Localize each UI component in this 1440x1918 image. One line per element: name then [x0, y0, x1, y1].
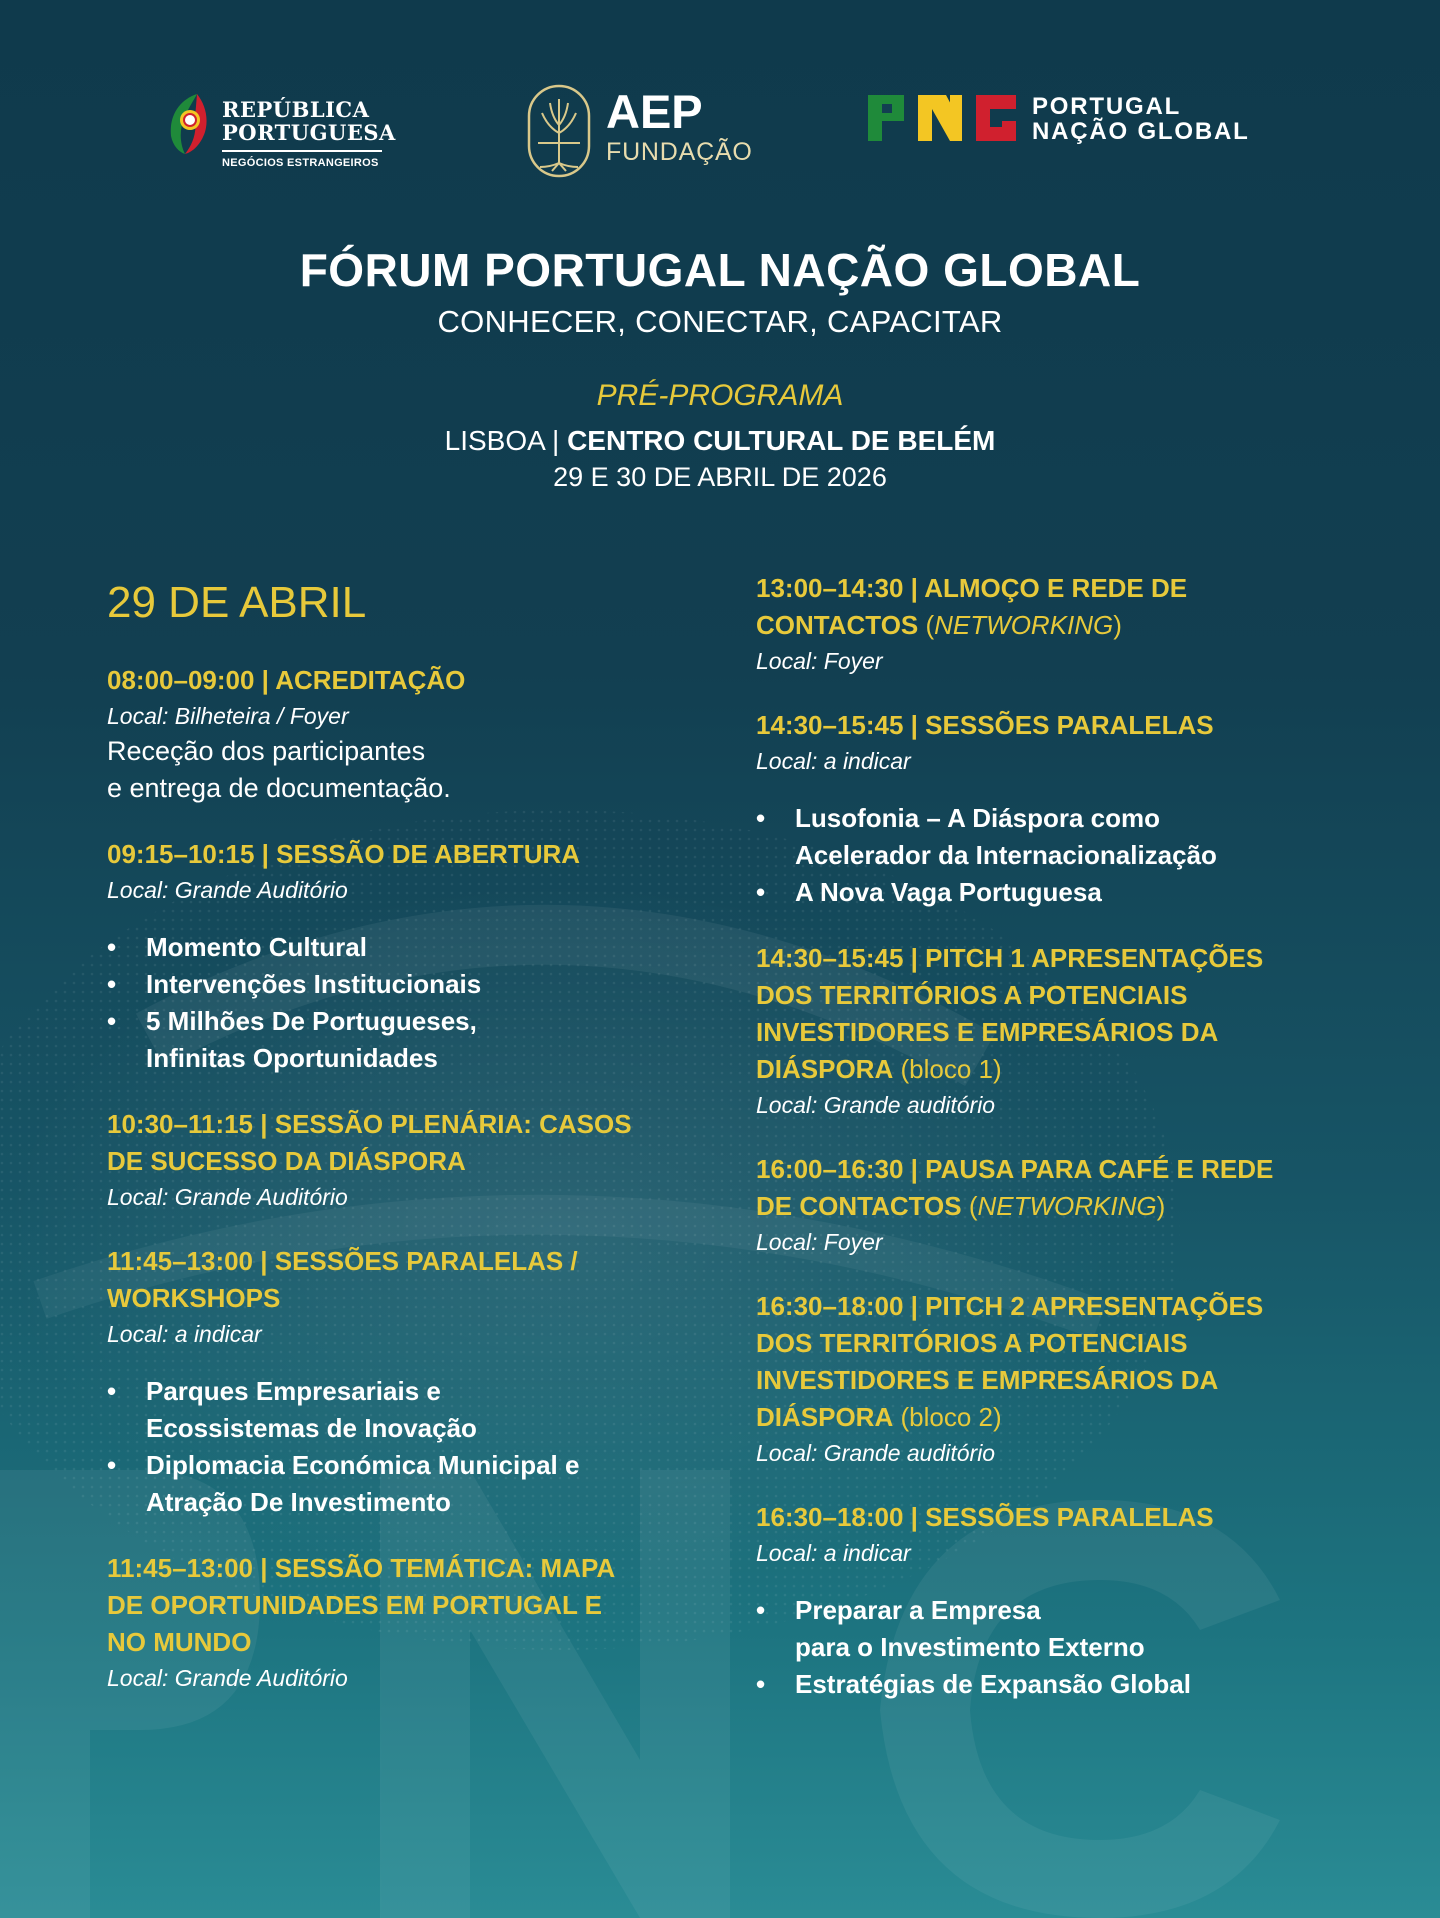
portugal-nacao-global-logo	[868, 95, 1288, 145]
png-mark-icon	[868, 95, 1016, 141]
logo-text-fundacao: FUNDAÇÃO	[606, 138, 753, 166]
session-pausa-cafe	[756, 1151, 1386, 1259]
logo-text-portugal: PORTUGAL	[1032, 93, 1182, 120]
list-item: • Diplomacia Económica Municipal e Atração De Investimento	[107, 1447, 687, 1521]
schedule-left-column	[107, 578, 687, 1724]
logo-divider	[222, 150, 382, 152]
venue-line	[0, 425, 1440, 457]
session-title: 11:45–13:00 | SESSÕES PARALELAS / WORKSHOPS	[107, 1246, 578, 1313]
session-paralelas-workshops	[107, 1243, 687, 1521]
session-title: 16:30–18:00 | SESSÕES PARALELAS	[756, 1502, 1214, 1532]
logo-text-aep: AEP	[606, 85, 703, 138]
session-topics-list	[107, 929, 687, 1077]
session-title: 09:15–10:15 | SESSÃO DE ABERTURA	[107, 839, 581, 869]
preprogram-label: PRÉ-PROGRAMA	[596, 379, 844, 412]
session-abertura	[107, 836, 687, 1077]
event-dates: 29 E 30 DE ABRIL DE 2026	[553, 462, 887, 492]
session-location: Local: Grande Auditório	[107, 1184, 348, 1210]
list-item: • Lusofonia – A Diáspora como Acelerador da Internacionalização	[756, 800, 1386, 874]
list-item: • A Nova Vaga Portuguesa	[756, 874, 1386, 911]
session-plenaria	[107, 1106, 687, 1214]
venue-name: CENTRO CULTURAL DE BELÉM	[567, 425, 996, 456]
venue-city: LISBOA |	[444, 425, 568, 456]
session-title: 14:30–15:45 | SESSÕES PARALELAS	[756, 710, 1214, 740]
session-title: 14:30–15:45 | PITCH 1 APRESENTAÇÕES DOS TERRITÓRIOS A POTENCIAIS INVESTIDORES E EMPRESÁRIOS DA DIÁSPORA (bloco 1)	[756, 943, 1264, 1084]
tree-emblem-icon	[526, 83, 592, 179]
logo-text-nacao-global: NAÇÃO GLOBAL	[1032, 118, 1250, 145]
session-location: Local: a indicar	[756, 748, 911, 774]
session-paralelas-2	[756, 1499, 1386, 1703]
list-item: • Parques Empresariais e Ecossistemas de Inovação	[107, 1373, 687, 1447]
page-subtitle: CONHECER, CONECTAR, CAPACITAR	[437, 304, 1003, 339]
aep-fundacao-logo	[526, 83, 766, 183]
session-location: Local: Grande Auditório	[107, 877, 348, 903]
session-location: Local: Foyer	[756, 1229, 883, 1255]
session-title: 10:30–11:15 | SESSÃO PLENÁRIA: CASOS DE SUCESSO DA DIÁSPORA	[107, 1109, 632, 1176]
portugal-emblem-icon	[165, 92, 213, 156]
session-title: 16:30–18:00 | PITCH 2 APRESENTAÇÕES DOS TERRITÓRIOS A POTENCIAIS INVESTIDORES E EMPRESÁRIOS DA DIÁSPORA (bloco 2)	[756, 1291, 1264, 1432]
day-heading: 29 DE ABRIL	[107, 578, 367, 627]
session-topics-list	[107, 1373, 687, 1521]
session-title: 16:00–16:30 | PAUSA PARA CAFÉ E REDE DE CONTACTOS (NETWORKING)	[756, 1154, 1274, 1221]
list-item: • Preparar a Empresa para o Investimento Externo	[756, 1592, 1386, 1666]
session-acreditacao	[107, 662, 687, 807]
session-location: Local: Foyer	[756, 648, 883, 674]
session-location: Local: Grande auditório	[756, 1092, 996, 1118]
session-pitch-1	[756, 940, 1386, 1122]
session-topics-list	[756, 1592, 1386, 1703]
page-title: FÓRUM PORTUGAL NAÇÃO GLOBAL	[299, 244, 1141, 296]
session-location: Local: Grande auditório	[756, 1440, 996, 1466]
list-item: • Momento Cultural	[107, 929, 687, 966]
list-item: • Estratégias de Expansão Global	[756, 1666, 1386, 1703]
session-description-line: e entrega de documentação.	[107, 773, 451, 803]
logo-text-portuguesa: PORTUGUESA	[222, 120, 396, 145]
schedule-right-column	[756, 570, 1386, 1732]
session-tematica	[107, 1550, 687, 1695]
list-item: • Intervenções Institucionais	[107, 966, 687, 1003]
logo-text-negocios: NEGÓCIOS ESTRANGEIROS	[222, 157, 379, 169]
session-title: 11:45–13:00 | SESSÃO TEMÁTICA: MAPA DE OPORTUNIDADES EM PORTUGAL E NO MUNDO	[107, 1553, 616, 1657]
session-location: Local: a indicar	[107, 1321, 262, 1347]
list-item: • 5 Milhões De Portugueses, Infinitas Oportunidades	[107, 1003, 687, 1077]
session-title: 13:00–14:30 | ALMOÇO E REDE DE CONTACTOS (NETWORKING)	[756, 573, 1188, 640]
session-location: Local: a indicar	[756, 1540, 911, 1566]
republica-portuguesa-logo	[165, 92, 395, 182]
session-title: 08:00–09:00 | ACREDITAÇÃO	[107, 665, 466, 695]
session-description-line: Receção dos participantes	[107, 736, 426, 766]
session-paralelas-1	[756, 707, 1386, 911]
session-almoco	[756, 570, 1386, 678]
session-pitch-2	[756, 1288, 1386, 1470]
session-topics-list	[756, 800, 1386, 911]
session-location: Local: Grande Auditório	[107, 1665, 348, 1691]
logo-text-republica: REPÚBLICA	[222, 97, 370, 122]
session-location: Local: Bilheteira / Foyer	[107, 703, 349, 729]
